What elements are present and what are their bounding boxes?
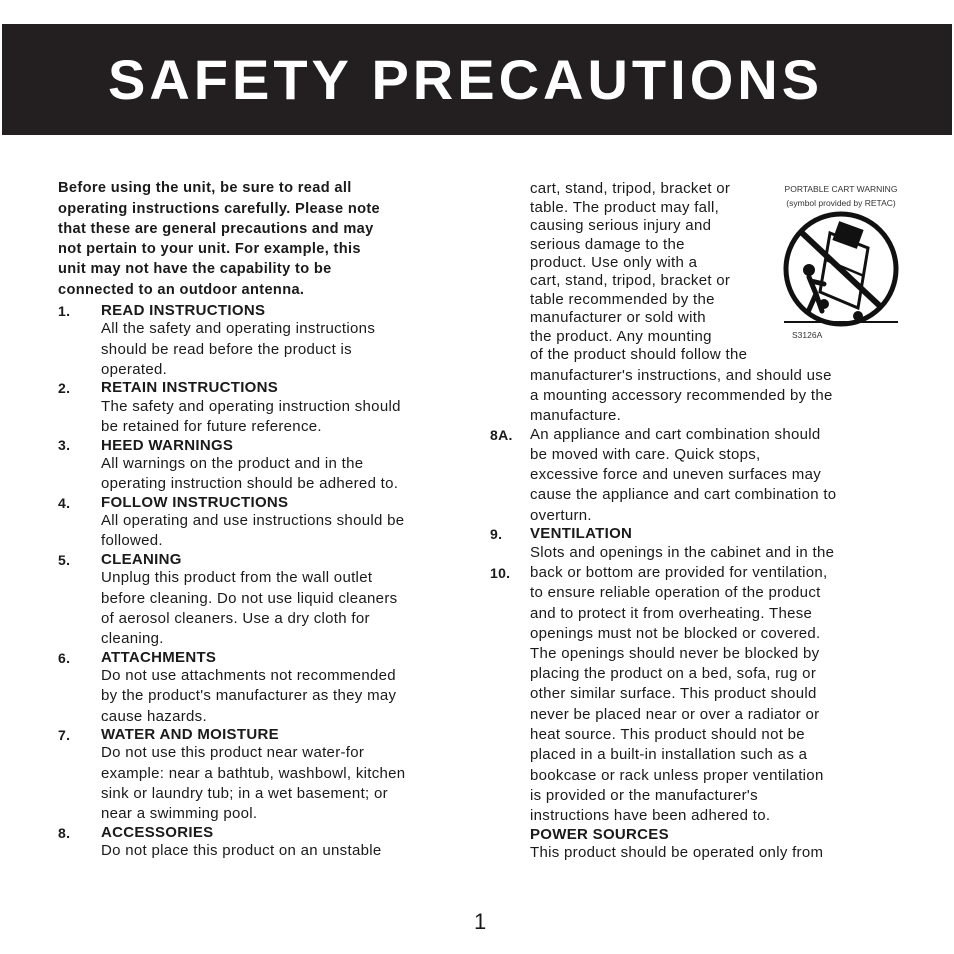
item-title: READ INSTRUCTIONS bbox=[101, 302, 266, 319]
item-number: 5. bbox=[58, 552, 71, 568]
intro-line: unit may not have the capability to be bbox=[58, 261, 332, 277]
item-text: table. The product may fall, bbox=[530, 199, 720, 216]
item-text: placed in a built-in installation such as a bbox=[530, 746, 808, 763]
item-text: All operating and use instructions should be bbox=[101, 512, 405, 529]
item-text: manufacturer's instructions, and should use bbox=[530, 367, 832, 384]
item-text: the product. Any mounting bbox=[530, 328, 712, 345]
item-number: 4. bbox=[58, 495, 71, 511]
item-title: CLEANING bbox=[101, 551, 182, 568]
page-title: SAFETY PRECAUTIONS bbox=[108, 48, 824, 111]
item-text: sink or laundry tub; in a wet basement; or bbox=[101, 785, 388, 802]
item-text: cleaning. bbox=[101, 630, 164, 647]
item-text: should be read before the product is bbox=[101, 341, 352, 358]
cart-warning-title: PORTABLE CART WARNING bbox=[784, 184, 898, 194]
item-number: 9. bbox=[490, 526, 503, 542]
item-text: example: near a bathtub, washbowl, kitchen bbox=[101, 765, 406, 782]
item-text: to ensure reliable operation of the product bbox=[530, 584, 821, 601]
item-text: other similar surface. This product should bbox=[530, 685, 817, 702]
cart-warning-subtitle: (symbol provided by RETAC) bbox=[786, 198, 896, 208]
cart-warning-graphic bbox=[778, 180, 904, 342]
item-title: HEED WARNINGS bbox=[101, 437, 234, 454]
item-title: RETAIN INSTRUCTIONS bbox=[101, 379, 279, 396]
item-text: and to protect it from overheating. These bbox=[530, 605, 813, 622]
item-text: overturn. bbox=[530, 507, 592, 524]
item-text: table recommended by the bbox=[530, 291, 715, 308]
item-text: cart, stand, tripod, bracket or bbox=[530, 272, 731, 289]
item-title: VENTILATION bbox=[530, 525, 633, 542]
item-text: This product should be operated only from bbox=[530, 844, 824, 861]
cart-tip-over-icon bbox=[784, 214, 898, 324]
item-number: 3. bbox=[58, 437, 71, 453]
item-number: 8A. bbox=[490, 427, 513, 443]
item-text: The openings should never be blocked by bbox=[530, 645, 820, 662]
item-text: before cleaning. Do not use liquid cleaners bbox=[101, 590, 398, 607]
item-text: Do not use attachments not recommended bbox=[101, 667, 396, 684]
item-text: be retained for future reference. bbox=[101, 418, 322, 435]
cart-warning-code: S3126A bbox=[792, 330, 823, 340]
item-text: openings must not be blocked or covered. bbox=[530, 625, 821, 642]
item-text: Do not place this product on an unstable bbox=[101, 842, 382, 859]
intro-line: Before using the unit, be sure to read all bbox=[58, 180, 352, 196]
item-number: 7. bbox=[58, 727, 71, 743]
item-text: All warnings on the product and in the bbox=[101, 455, 364, 472]
item-text: of aerosol cleaners. Use a dry cloth for bbox=[101, 610, 370, 627]
page-number: 1 bbox=[474, 909, 487, 934]
item-text: All the safety and operating instructions bbox=[101, 320, 376, 337]
item-title: ACCESSORIES bbox=[101, 824, 214, 841]
item-text: near a swimming pool. bbox=[101, 805, 258, 822]
item-text: An appliance and cart combination should bbox=[530, 426, 821, 443]
intro-line: not pertain to your unit. For example, this bbox=[58, 241, 361, 257]
item-text: never be placed near or over a radiator or bbox=[530, 706, 820, 723]
item-text: instructions have been adhered to. bbox=[530, 807, 771, 824]
item-title: WATER AND MOISTURE bbox=[101, 726, 279, 743]
item-text: serious damage to the bbox=[530, 236, 685, 253]
item-number: 10. bbox=[490, 565, 511, 581]
item-title: ATTACHMENTS bbox=[101, 649, 217, 666]
intro-line: connected to an outdoor antenna. bbox=[58, 282, 305, 298]
item-text: by the product's manufacturer as they may bbox=[101, 687, 397, 704]
item-title: POWER SOURCES bbox=[530, 826, 669, 843]
item-text: bookcase or rack unless proper ventilation bbox=[530, 767, 824, 784]
item-text: is provided or the manufacturer's bbox=[530, 787, 758, 804]
item-text: back or bottom are provided for ventilation, bbox=[530, 564, 828, 581]
item-text: placing the product on a bed, sofa, rug or bbox=[530, 665, 817, 682]
item-number: 6. bbox=[58, 650, 71, 666]
item-text: excessive force and uneven surfaces may bbox=[530, 466, 822, 483]
item-text: The safety and operating instruction should bbox=[101, 398, 401, 415]
item-text: followed. bbox=[101, 532, 163, 549]
item-number: 8. bbox=[58, 825, 71, 841]
item-text: a mounting accessory recommended by the bbox=[530, 387, 833, 404]
item-text: operating instruction should be adhered to. bbox=[101, 475, 399, 492]
item-text: Do not use this product near water-for bbox=[101, 744, 365, 761]
item-text: manufacture. bbox=[530, 407, 622, 424]
item-text: Unplug this product from the wall outlet bbox=[101, 569, 373, 586]
item-text: heat source. This product should not be bbox=[530, 726, 805, 743]
item-text: of the product should follow the bbox=[530, 346, 748, 363]
item-text: Slots and openings in the cabinet and in the bbox=[530, 544, 835, 561]
item-text: operated. bbox=[101, 361, 168, 378]
item-text: manufacturer or sold with bbox=[530, 309, 706, 326]
item-text: cause hazards. bbox=[101, 708, 207, 725]
item-text: cause the appliance and cart combination to bbox=[530, 486, 837, 503]
item-text: causing serious injury and bbox=[530, 217, 712, 234]
item-number: 2. bbox=[58, 380, 71, 396]
item-text: cart, stand, tripod, bracket or bbox=[530, 180, 731, 197]
item-text: be moved with care. Quick stops, bbox=[530, 446, 761, 463]
item-number: 1. bbox=[58, 303, 71, 319]
intro-line: operating instructions carefully. Please note bbox=[58, 201, 381, 217]
item-title: FOLLOW INSTRUCTIONS bbox=[101, 494, 289, 511]
intro-line: that these are general precautions and may bbox=[58, 221, 374, 237]
item-text: product. Use only with a bbox=[530, 254, 698, 271]
